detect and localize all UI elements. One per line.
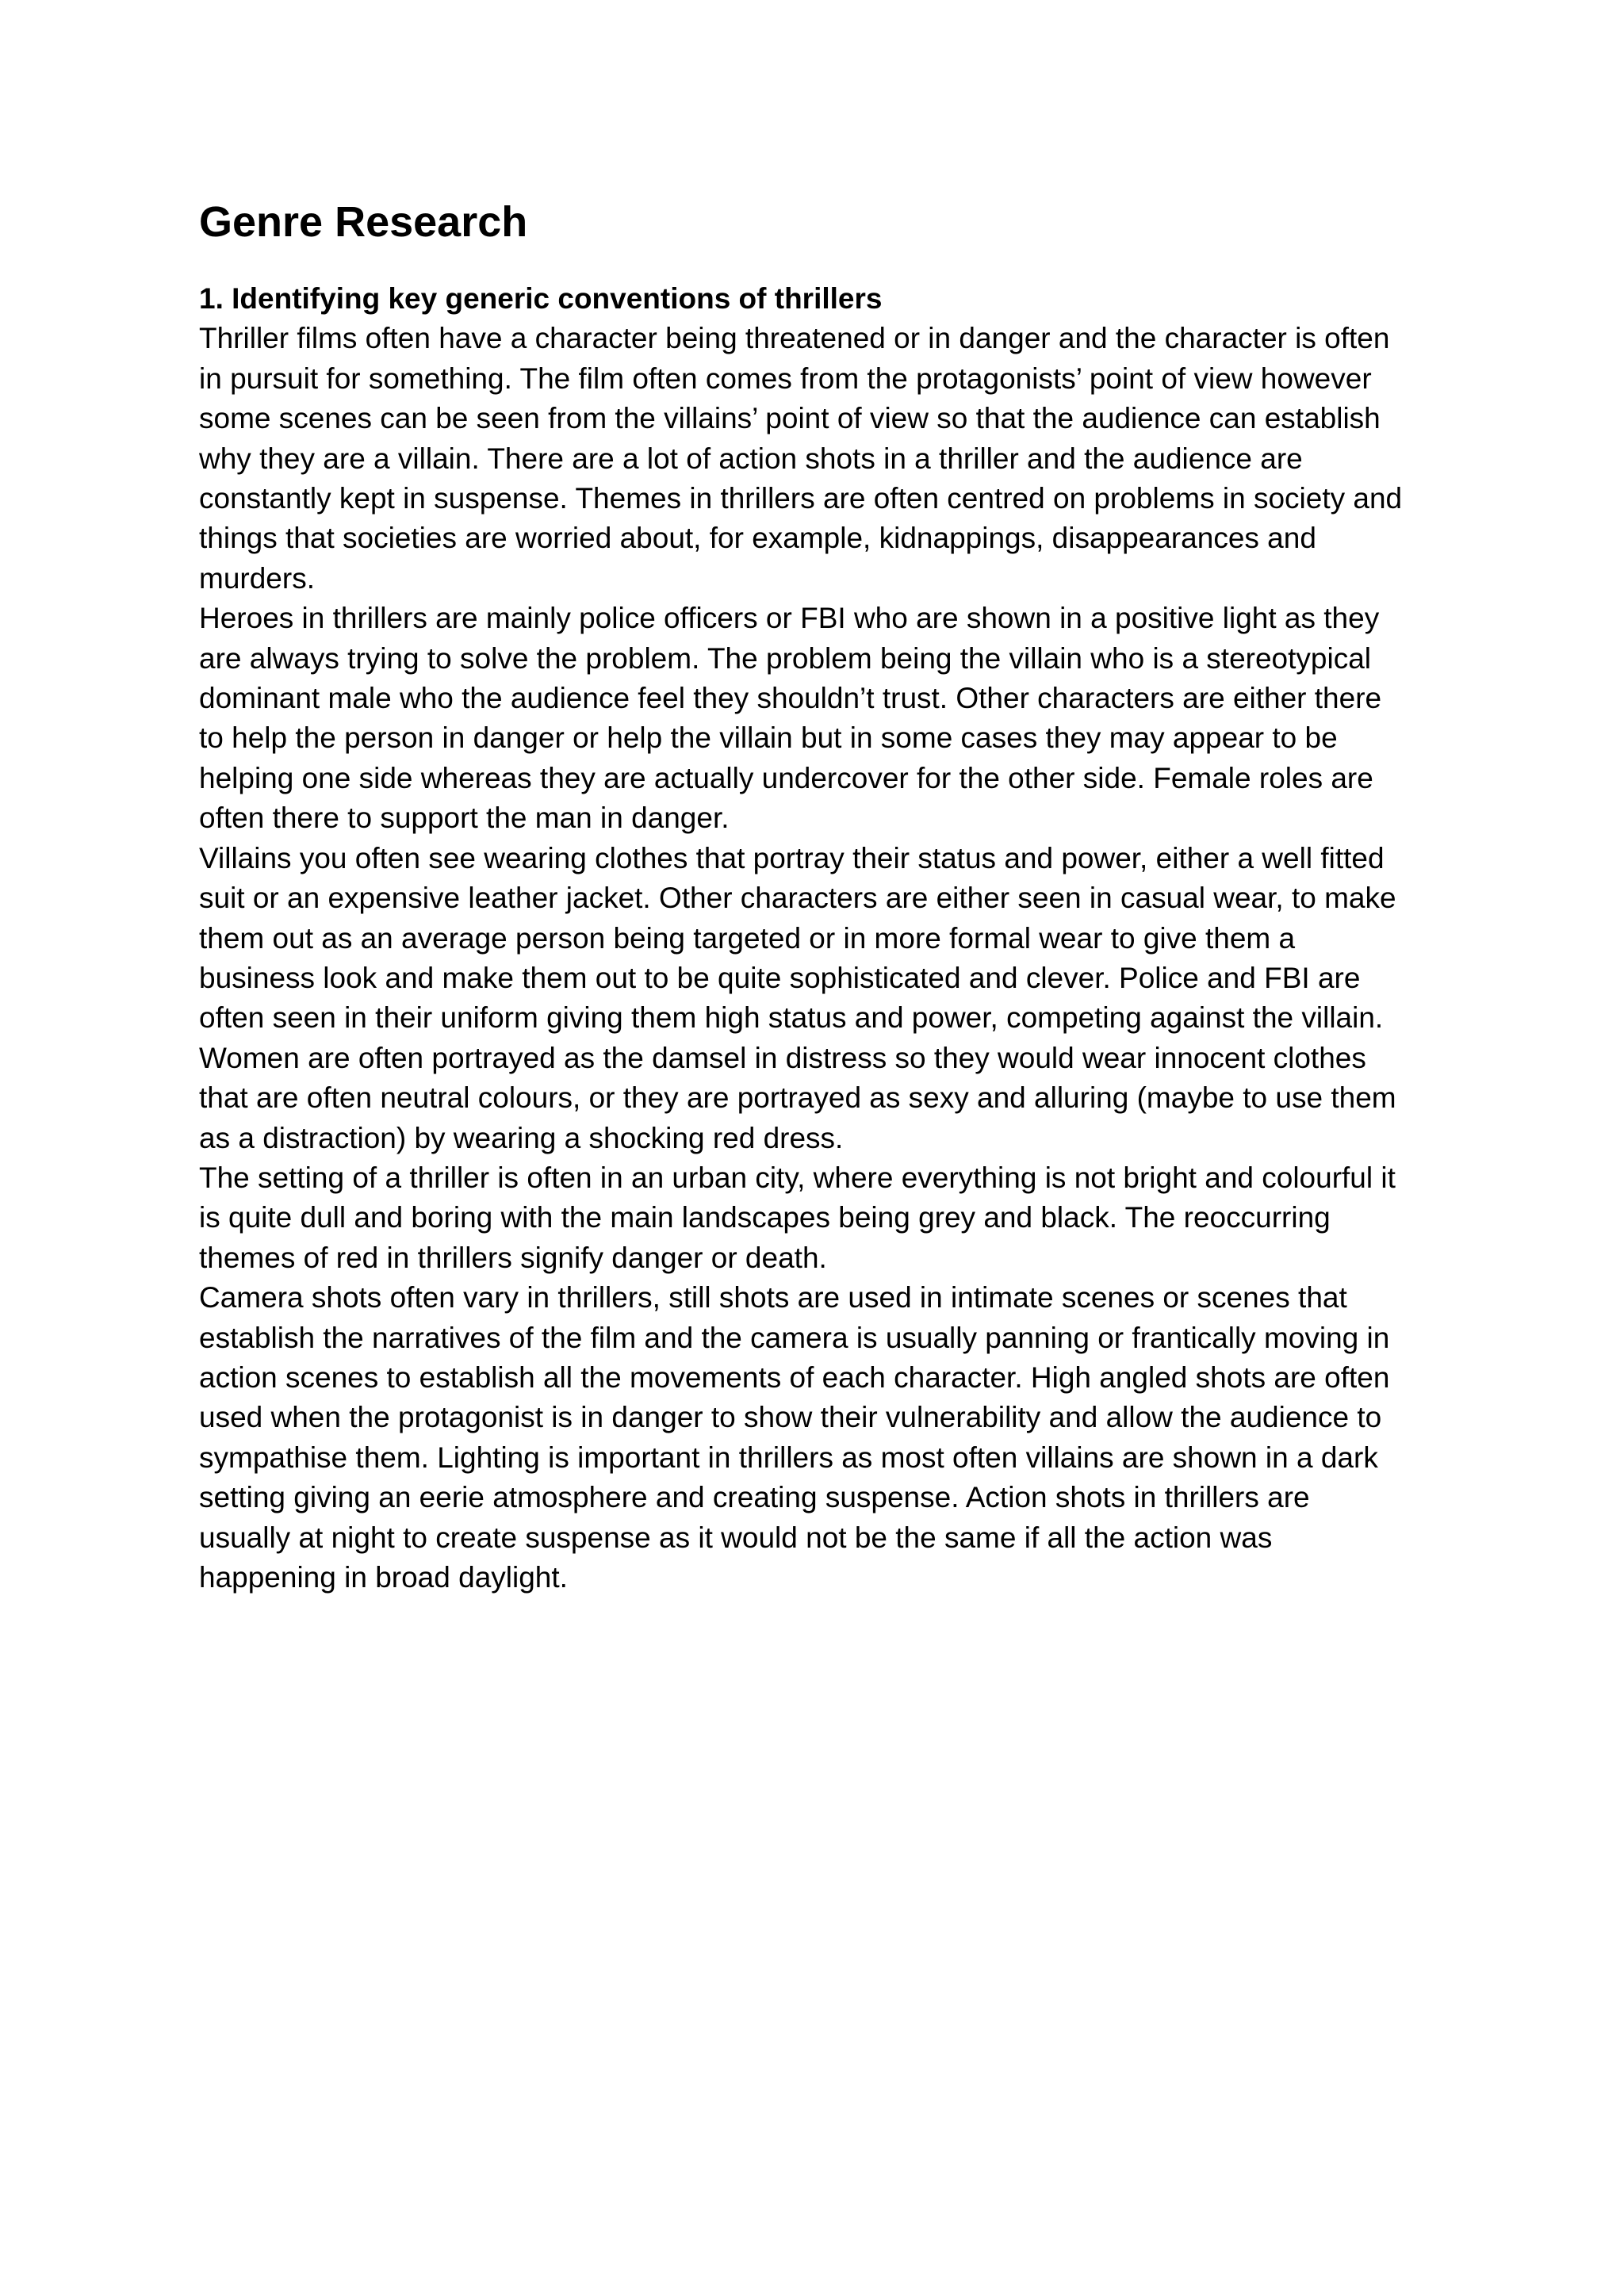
paragraph-line: them out as an average person being targeted or in more formal wear to give them a (199, 921, 1296, 955)
paragraph-line: some scenes can be seen from the villains’ point of view so that the audience can establish (199, 402, 1381, 435)
paragraph-line: often seen in their uniform giving them high status and power, competing against the villain. (199, 1001, 1384, 1035)
paragraph-line: suit or an expensive leather jacket. Other characters are either seen in casual wear, to make (199, 882, 1396, 915)
paragraph-characters (199, 599, 1452, 838)
paragraph-conventions (199, 319, 1452, 599)
paragraph-line: often there to support the man in danger. (199, 802, 730, 835)
page-title: Genre Research (199, 198, 528, 246)
paragraph-line: in pursuit for something. The film often comes from the protagonists’ point of view however (199, 362, 1372, 395)
paragraph-line: why they are a villain. There are a lot of action shots in a thriller and the audience are (199, 442, 1303, 475)
paragraph-line: used when the protagonist is in danger to show their vulnerability and allow the audience to (199, 1401, 1382, 1434)
paragraph-line: sympathise them. Lighting is important in thrillers as most often villains are shown in a dark (199, 1441, 1378, 1474)
paragraph-line: to help the person in danger or help the villain but in some cases they may appear to be (199, 721, 1338, 755)
paragraph-line: are always trying to solve the problem. The problem being the villain who is a stereotypical (199, 641, 1372, 675)
paragraph-line: business look and make them out to be quite sophisticated and clever. Police and FBI are (199, 961, 1361, 994)
paragraph-line: usually at night to create suspense as it would not be the same if all the action was (199, 1521, 1273, 1554)
paragraph-line: Thriller films often have a character being threatened or in danger and the character is often (199, 322, 1390, 355)
paragraph-camera (199, 1278, 1452, 1598)
paragraph-line: as a distraction) by wearing a shocking red dress. (199, 1121, 844, 1154)
paragraph-line: Heroes in thrillers are mainly police officers or FBI who are shown in a positive light as they (199, 602, 1380, 635)
paragraph-line: setting giving an eerie atmosphere and creating suspense. Action shots in thrillers are (199, 1481, 1310, 1514)
paragraph-line: Women are often portrayed as the damsel in distress so they would wear innocent clothes (199, 1041, 1366, 1074)
paragraph-line: action scenes to establish all the movements of each character. High angled shots are often (199, 1360, 1390, 1394)
paragraph-line: happening in broad daylight. (199, 1561, 568, 1594)
paragraph-line: Camera shots often vary in thrillers, still shots are used in intimate scenes or scenes that (199, 1281, 1347, 1314)
paragraph-line: constantly kept in suspense. Themes in thrillers are often centred on problems in society and (199, 482, 1403, 515)
document-content (199, 193, 1452, 1598)
paragraph-line: helping one side whereas they are actually undercover for the other side. Female roles are (199, 761, 1373, 794)
paragraph-line: is quite dull and boring with the main landscapes being grey and black. The reoccurring (199, 1201, 1331, 1234)
paragraph-line: murders. (199, 561, 315, 595)
paragraph-line: that are often neutral colours, or they are portrayed as sexy and alluring (maybe to use them (199, 1081, 1396, 1115)
paragraph-line: things that societies are worried about, for example, kidnappings, disappearances and (199, 522, 1316, 555)
paragraph-costume (199, 839, 1452, 1158)
paragraph-line: dominant male who the audience feel they shouldn’t trust. Other characters are either there (199, 682, 1382, 715)
paragraph-line: themes of red in thrillers signify danger or death. (199, 1241, 827, 1274)
paragraph-line: establish the narratives of the film and the camera is usually panning or frantically moving in (199, 1321, 1390, 1354)
section-heading: 1. Identifying key generic conventions of thrillers (199, 282, 883, 315)
paragraph-setting (199, 1158, 1452, 1278)
paragraph-line: Villains you often see wearing clothes that portray their status and power, either a well fitted (199, 841, 1385, 874)
paragraph-line: The setting of a thriller is often in an urban city, where everything is not bright and colourful it (199, 1161, 1396, 1194)
